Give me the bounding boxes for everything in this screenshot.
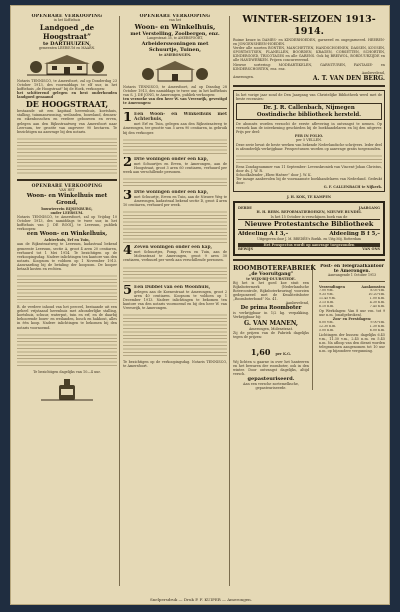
country-house-illustration — [27, 54, 107, 76]
lot-text: met Schuurtje, Erven en Tuin, aan de Nieuwe Weg te Amerongen, kadastraal bekend sectie D, groot 4 aren 10 centiaren, verhuurd per week. — [123, 194, 227, 208]
ad1-place: te DARTHUIZEN, — [42, 40, 92, 47]
lot-number: 5 — [123, 284, 133, 298]
post-cell: 1.30 n.m. — [369, 324, 385, 328]
ad3-heading: OPENBARE VERKOOPING — [139, 14, 211, 19]
column-2 — [123, 14, 227, 589]
ad3-sub: van het — [169, 18, 181, 22]
library-corner-bottom-right: VAN ONS — [362, 246, 380, 251]
text-block — [17, 136, 117, 176]
divider — [233, 259, 385, 261]
winter-location: Amerongen. — [233, 74, 254, 79]
text-block — [123, 176, 227, 188]
text-block — [17, 332, 117, 368]
callenbach-printer: G. F. CALLENBACH te Nijkerk. — [323, 185, 382, 190]
post-office-ad — [319, 264, 385, 353]
butter-ad — [233, 263, 316, 391]
lot-title: Drie woningen onder één kap, — [134, 156, 209, 162]
text-block — [17, 273, 117, 303]
callenbach-subtitle: Oostindische bibliotheek hersteld. — [256, 111, 362, 118]
house-illustration — [140, 60, 210, 82]
callenbach-body: De abonnés worden verzocht de eerste aflevering in ontvangst te nemen. Op verzoek kan de inteekening geschieden bij de boekhandelaren en bij den uitgever. Prijs per deel: — [236, 122, 382, 135]
divider — [233, 85, 385, 87]
post-cell: 3.15 n.m. — [319, 300, 335, 304]
post-cell: 4.30 n.m. — [369, 300, 385, 304]
ad1-heading: OPENBARE VERKOOPING — [31, 14, 103, 19]
library-date: Is het 15 October is verschijnen boek van de — [270, 214, 348, 219]
ad2-location2: onder LEERSUM. — [50, 210, 84, 215]
ad2-property2: Achterhuis, Erf en Tuin, — [44, 238, 90, 243]
butter-text3: Zij de prijzen van de Fabriek dagelijks tegen de prijzen: — [233, 330, 309, 339]
ad3-location: Langestraat 35, te AMERSFOORT, — [147, 35, 203, 40]
lot-number: 1 — [123, 112, 133, 126]
ad1-estate-name: DE HOOGSTRAAT, — [25, 99, 109, 110]
callenbach-edition2: Schoolkalender „Eben-Haëzer” door J. W. K. — [236, 172, 312, 177]
ad3-location2: Arbeiderswoningen met — [141, 40, 209, 47]
library-corner-bottom-left: BEWIJS — [238, 246, 253, 251]
callenbach-title — [236, 103, 382, 120]
library-corner-top-right: JAARGANG — [358, 206, 380, 211]
post-cell: 6.10 n.m. — [319, 304, 335, 308]
lot-title: Zeven woningen onder één kap, — [134, 245, 213, 251]
post-cell: 7.00 v.m. — [319, 289, 334, 293]
callenbach-text: Deze serie bevat de beste werken van bekende Nederlandsche schrijvers. Ieder deel is afzonderlijk verkrijgbaar. Prospectussen worden op aanvrage gratis toegezonden. — [236, 142, 382, 151]
library-division-b: Afdeeling B f 5,– — [329, 230, 380, 237]
lot-title: Een Woon- en Winkelhuis met Achterhuis, — [134, 112, 227, 123]
winter-extra: Nieuwe sortering: MODEARTIKELEN, GARNITUREN, FANTASIE- en KINDERSCHORTEN, enz. enz. — [233, 62, 385, 71]
lot-item — [123, 245, 227, 284]
ad2-notary-text: Notaris TENNISCO, te Amersfoort, zal op Vrijdag 10 October 1913, des namiddags te twee uur, in het koffiehuis van J. DE ROOIJ, te Leersum, publiek verkoopen: — [17, 214, 117, 232]
butter-footer: gepasteuriseerd. — [247, 376, 295, 383]
callenbach-price: PER IN FOLIO. — [294, 134, 324, 139]
column-rule — [119, 16, 120, 586]
ad3-location4: te AMERONGEN. — [158, 52, 192, 57]
text-block — [236, 153, 382, 163]
post-cell: 1.00 n.m. — [369, 296, 385, 300]
lot-number: 2 — [123, 156, 133, 170]
lot-text: met Erf en Tuin, gelegen aan den Rijksstraatweg te Amerongen, ter grootte van 5 aren 90 centiaren, in gebruik bij den verkooper. — [123, 122, 227, 135]
butter-dealer: G. VAN MANEN, — [243, 319, 299, 327]
ad2-location: bouwterrein RIJSENBURG, — [41, 206, 93, 211]
callenbach-title-text: Dr. J. R. Callenbach, Nijmegen — [263, 105, 355, 112]
ad2-sub: VAN HET — [59, 187, 75, 192]
winter-merchant: A. T. VAN DEN BERG. — [312, 74, 385, 82]
lot-text: gelegen aan de Koenestraat te Amerongen, groot 2 aren 40 centiaren. Koopsom te voldoen op 1 December 1913. Nadere inlichtingen te bekomen ten kantore van den notaris voornoemd en bij den heer W. van Vreeswijk, te Amerongen. — [123, 289, 227, 310]
butter-extra: Wij lichten u gaarne in over het hanteeren en het bewaren der roomboter, ook in den winter. Door ontvangst dagelijks, altijd versch. — [233, 359, 309, 377]
lot-title: Drie woningen onder één kap, — [134, 189, 209, 195]
post-cell: 9.35 v.m. — [319, 293, 334, 297]
butter-subtitle: „de Vooruitgang” — [248, 271, 294, 277]
post-title: Post- en Telegraafkantoor — [320, 263, 384, 269]
callenbach-footer: Ter inzage aanbevolen bij de voornaamste boekhandelaren van Nederland. Gedrukt door: — [236, 176, 382, 186]
ad3-intro: ten verzoeke van den heer W. van Vreeswijk, gevestigd te Amerongen: — [123, 97, 227, 106]
butter-price-unit: per K.G. — [275, 351, 292, 356]
butter-text2: is verkrijgbaar in 1/2 kg. verpakking. Verkrijgbaar bij: — [233, 311, 309, 320]
post-cell: 12.30 n.m. — [319, 324, 337, 328]
post-cell: 6.00 n.m. — [369, 328, 385, 332]
lot-title: Een Dubbel van een Woonhuis, — [134, 284, 211, 290]
library-division-a: Afdeeling A f 3,– — [238, 230, 289, 237]
butter-location: te WIJK-BIJ-DUURSTEDE. — [246, 276, 296, 281]
ad2-description: aan de Rijksstraatweg te Leersum, kadastraal bekend gemeente Leersum, sectie A, groot 4 aren 20 centiaren, verhuurd tot 1 Mei 1914. Te bezichtigen op de verkoopingsdag. Nadere inlichtingen ten kantore van den notaris. Koopsom te voldoen op 1 November 1913. Aanvaarding bij de betaling der koopsom. De kooper betaalt kosten en rechten. — [17, 242, 117, 271]
post-col-arrivals: Aankomsten — [361, 285, 385, 290]
ad3-closing: Te bezichtigen op de verkoopingsdag. Notaris TENNISCO, te Amersfoort. — [123, 359, 227, 369]
post-cell: 9.00 v.m. — [370, 320, 385, 324]
post-intro: Aanvangende 1 October 1913 — [327, 273, 377, 278]
ad2-closing: Te bezichtigen dagelijks van 10—4 uur. — [33, 369, 101, 374]
ad1-title: Landgoed „de Hoogstraat” — [39, 22, 95, 41]
post-text: Op Werkdagen: Van 8 uur v.m. tot 9 uur n.m. (onafgebroken). — [319, 308, 385, 317]
lot-number: 3 — [123, 189, 133, 203]
post-col-departures: Verzendingen — [319, 285, 345, 290]
winter-title: WINTER-SEIZOEN 1913-1914. — [242, 14, 376, 37]
ad1-body: het schitterend gelegen en best onderhouden landgoed genaamd — [17, 91, 117, 100]
ad3-notary-text: Notaris TENNISCO, te Amersfoort, zal op Dinsdag 28 October 1913, des namiddags te twee uur, in het koffiehuis van S. J. DE JONG, te Amerongen, publiek verkoopen: — [123, 84, 227, 98]
column-3 — [233, 14, 385, 589]
ad1-notary-text: Notaris TENNISCO, te Amersfoort, zal op Donderdag 23 October 1913, des voormiddags te elf uur, in het koffiehuis „de Hoogstraat” bij de Hoek, verkoopen: — [17, 78, 117, 91]
library-cta: Het Prospectus wordt op aanvrage toegezonden — [238, 243, 380, 247]
butter-price: 1,60 — [250, 346, 271, 357]
library-corner-top-left: DERDE — [238, 206, 252, 211]
column-1 — [17, 14, 117, 589]
column-rule — [229, 16, 230, 586]
callenbach-ad — [233, 90, 385, 192]
lot-item — [123, 157, 227, 190]
post-cell: 7.45 n.m. — [369, 304, 385, 308]
newspaper-page — [10, 5, 390, 605]
post-text2: Lichtingen der bussen: dagelijks 6.45 v.m., 11.30 v.m., 2.45 n.m. en 5.45 n.m. Na afloop van den dienst worden telegrammen aangenomen tot 10 uur n.m. op bijzondere vergunning. — [319, 332, 385, 354]
printer-footer: Snelpersdruk — Druk P. F. KUIPER — Amerongen. — [149, 597, 253, 602]
divider — [319, 281, 385, 282]
post-cell: 11.45 v.m. — [319, 296, 336, 300]
winter-text: Verder alle soorten BONTEN, MANCHETTEN, HANDSCHOENEN, DASSEN, KOUSEN, SPORTMUTSEN, FLANELLEN, BOORDEN, KRAGEN, CORSETTEN, SCHORTEN, KINDERGOED, TRICOTAGES en alle GARENS. Ook bij BREIWOL, BORDUURZIJDE en alle HANDWERKEN. Prijzen concurreerend. — [233, 46, 385, 63]
ad3-title: Woon- en Winkelhuis, — [134, 22, 216, 31]
ad3-location3: Schuurtje, Tuinen, — [149, 46, 201, 53]
lot-text: met Schuurtjes en Erven, te Amerongen, aan de Hoogstraat, groot 3 aren 60 centiaren, verhuurd per week aan verschillende personen. — [123, 161, 227, 174]
text-block — [123, 137, 227, 155]
post-title2: te Amerongen. — [333, 269, 371, 275]
callenbach-intro: In het vorige jaar zond de Den Jaargang van Christelijke Bibliotheek werd met de beste recensies: — [236, 92, 382, 101]
callenbach-price2: per 5 VELLEN. — [296, 138, 322, 143]
butter-title: ROOMBOTERFABRIEK — [233, 263, 316, 272]
ad2-part-b: B. de verdere inhoud van het perceel, bestaande uit een geheel vrijstaand herenhuis met afzonderlijke stalling, koetshuis, schuur, waterput, tuin en erf, en de daarbij behoorende bouw- en weilanden, bosch en hakhout, alles in één koop. Nadere inlichtingen te bekomen bij den notaris voornoemd. — [17, 305, 117, 330]
butter-dealer-location: Amerongen, Molenstraat. — [248, 326, 294, 331]
post-cell: 8.00 v.m. — [319, 320, 334, 324]
ad2-title: Woon- en Winkelhuis met Grond, — [26, 192, 108, 206]
winter-intro: Ruime keuze in DAMES- en KINDERHOEDEN, garneerd en ongegarneerd. HEEREN- en JONGENSHEEN-HOEDEN. — [233, 38, 385, 47]
text-block — [123, 209, 227, 243]
divider — [123, 108, 227, 109]
bottle-illustration — [37, 377, 97, 401]
callenbach-edition: Eens Zondagnummer van 11 September: Levenskroniek van Vincent-Johan Christus, door ds. J. W. R. — [236, 164, 382, 173]
post-cell: 8.05 v.m. — [370, 289, 385, 293]
library-title: Nieuwe Protestantsche Bibliotheek — [238, 219, 380, 230]
post-cell: 10.20 v.m. — [368, 293, 385, 297]
lot-number: 4 — [123, 245, 133, 259]
lot-item — [123, 190, 227, 245]
lot-item — [123, 285, 227, 360]
ad1-sub: in het Koffiehuis — [53, 18, 81, 22]
ad2-property: een Woon- en Winkelhuis, — [26, 231, 108, 238]
divider — [17, 179, 117, 181]
post-cell: 5.00 n.m. — [319, 328, 335, 332]
ad1-description: bestaande uit een kapitaal heerenhuis, koetshuis, stalling, tuinmanswoning, weilanden, bouwland, dennen- en eikenbosschen en verdere gebouwen en erven, gelegen aan den Rijksstraatweg van Amersfoort naar Leersum, ter grootte van ongeveer 90 hectaren. Te bezichtigen na aanvrage bij den notaris. — [17, 109, 117, 134]
butter-sign: Aanbevelend, — [285, 301, 309, 306]
library-publisher: Uitgegeven door J. M. BREDÉE's Boekh. en Uitg.Mij. Rotterdam — [257, 236, 361, 241]
library-intro: J. H. KOK, TE KAMPEN — [286, 195, 332, 200]
text-block — [123, 265, 227, 283]
library-ad — [233, 201, 385, 255]
text-block — [123, 312, 227, 358]
lot-text: met Schuurtjes, Pomp, Erven en Tuin, aan de Molenstraat te Amerongen, groot 9 aren 30 centiaren, verhuurd per week aan verschillende personen. — [123, 250, 227, 263]
post-section2: Zon- en Feestdagen: — [332, 316, 372, 321]
ad3-title2: met Verstelling, Zoolbergen, enz. — [130, 30, 220, 37]
ad1-place2: gemeenten LEERSUM en MAARN. — [38, 45, 96, 50]
butter-heading2: De prima Roomboter — [240, 305, 302, 312]
butter-text: Bij het is het goed koe stuit een Rijksbotermerk (Nederlandsche Botercontrole, Rijksboterkeuring) voorzien gedeponeerd met de Kwaliteitsboter „Roomboterbond” No. 41. — [233, 280, 309, 302]
lot-item — [123, 112, 227, 156]
library-header: H. H. BERN. REFORMATIEBOEKEN, NIEUWE BUNDEL — [256, 210, 362, 215]
butter-footer2: Aan een versche zoetemelksche, gepasteuriseerde. — [243, 382, 299, 391]
ad2-heading: OPENBARE VERKOOPING — [31, 183, 103, 189]
winter-sign: Aanbevelend, — [361, 70, 385, 75]
